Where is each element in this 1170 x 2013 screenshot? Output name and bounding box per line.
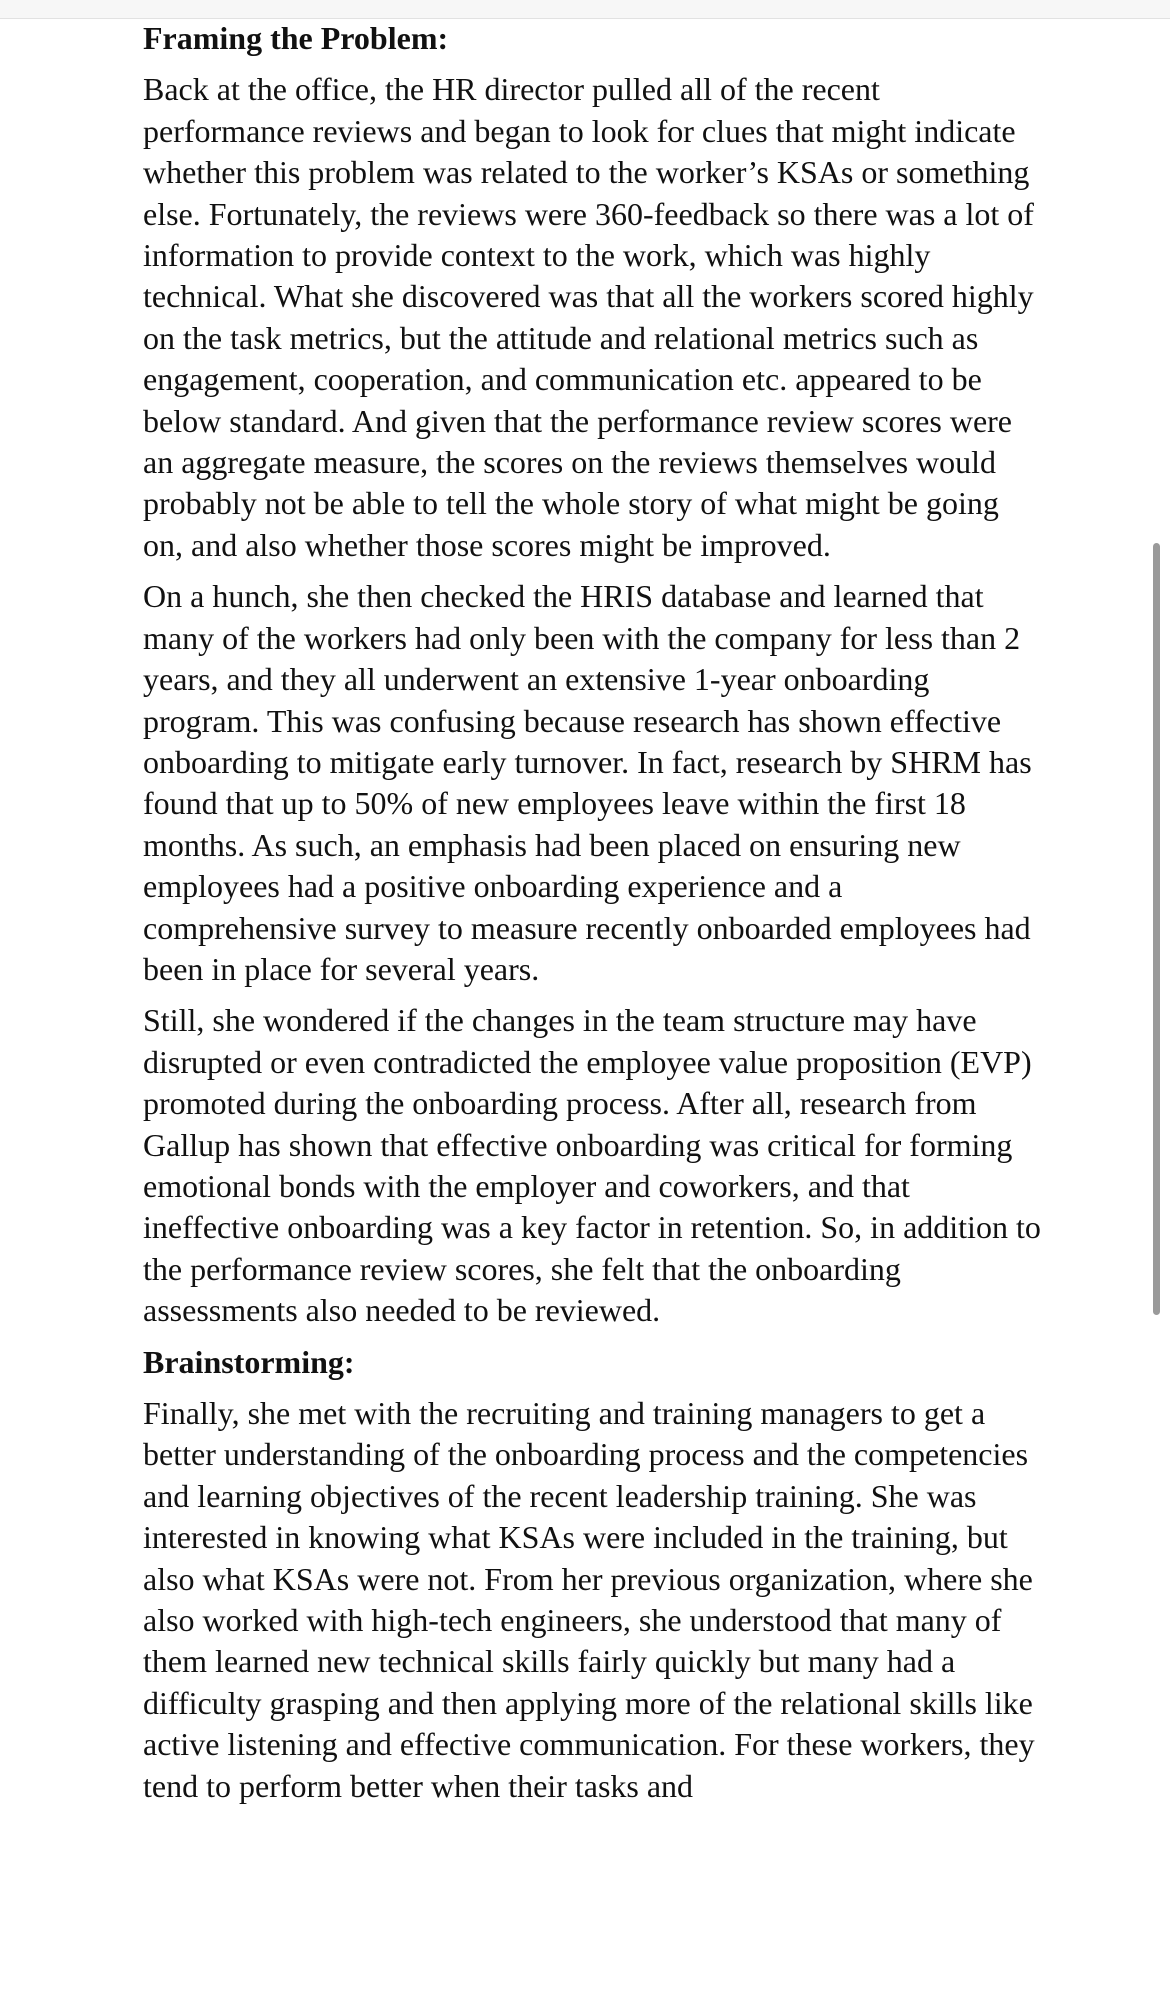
paragraph-training-managers: Finally, she met with the recruiting and training managers to get a better understanding of the onboarding process and the competencies and learning objectives of the recent leadership training. She was interested in knowing what KSAs were included in the training, but also what KSAs were not. From her previous organization, where she also worked with high-tech engineers, she understood that many of them learned new technical skills fairly quickly but many had a difficulty grasping and then applying more of the relational skills like active listening and effective communication. For these workers, they tend to perform better when their tasks and	[143, 1395, 1035, 1804]
paragraph-performance-reviews: Back at the office, the HR director pulled all of the recent performance reviews and began to look for clues that might indicate whether this problem was related to the worker’s KSAs or something else. Fortunately, the reviews were 360-feedback so there was a lot of information to provide context to the work, which was highly technical. What she discovered was that all the workers scored highly on the task metrics, but the attitude and relational metrics such as engagement, cooperation, and communication etc. appeared to be below standard. And given that the performance review scores were an aggregate measure, the scores on the reviews themselves would probably not be able to tell the whole story of what might be going on, and also whether those scores might be improved.	[143, 71, 1034, 563]
vertical-scrollbar[interactable]	[1153, 543, 1160, 1315]
heading-brainstorming: Brainstorming:	[143, 1343, 355, 1380]
browser-top-bar	[0, 0, 1170, 19]
paragraph-hris-onboarding: On a hunch, she then checked the HRIS database and learned that many of the workers had only been with the company for less than 2 years, and they all underwent an extensive 1-year onboarding program. This was confusing because research has shown effective onboarding to mitigate early turnover. In fact, research by SHRM has found that up to 50% of new employees leave within the first 18 months. As such, an emphasis had been placed on ensuring new employees had a positive onboarding experience and a comprehensive survey to measure recently onboarded employees had been in place for several years.	[143, 578, 1032, 987]
paragraph-evp-onboarding: Still, she wondered if the changes in the team structure may have disrupted or even contradicted the employee value proposition (EVP) promoted during the onboarding process. After all, research from Gallup has shown that effective onboarding was critical for forming emotional bonds with the employer and coworkers, and that ineffective onboarding was a key factor in retention. So, in addition to the performance review scores, she felt that the onboarding assessments also needed to be reviewed.	[143, 1002, 1041, 1329]
document-body	[143, 18, 1043, 1817]
heading-framing-the-problem: Framing the Problem:	[143, 20, 449, 56]
